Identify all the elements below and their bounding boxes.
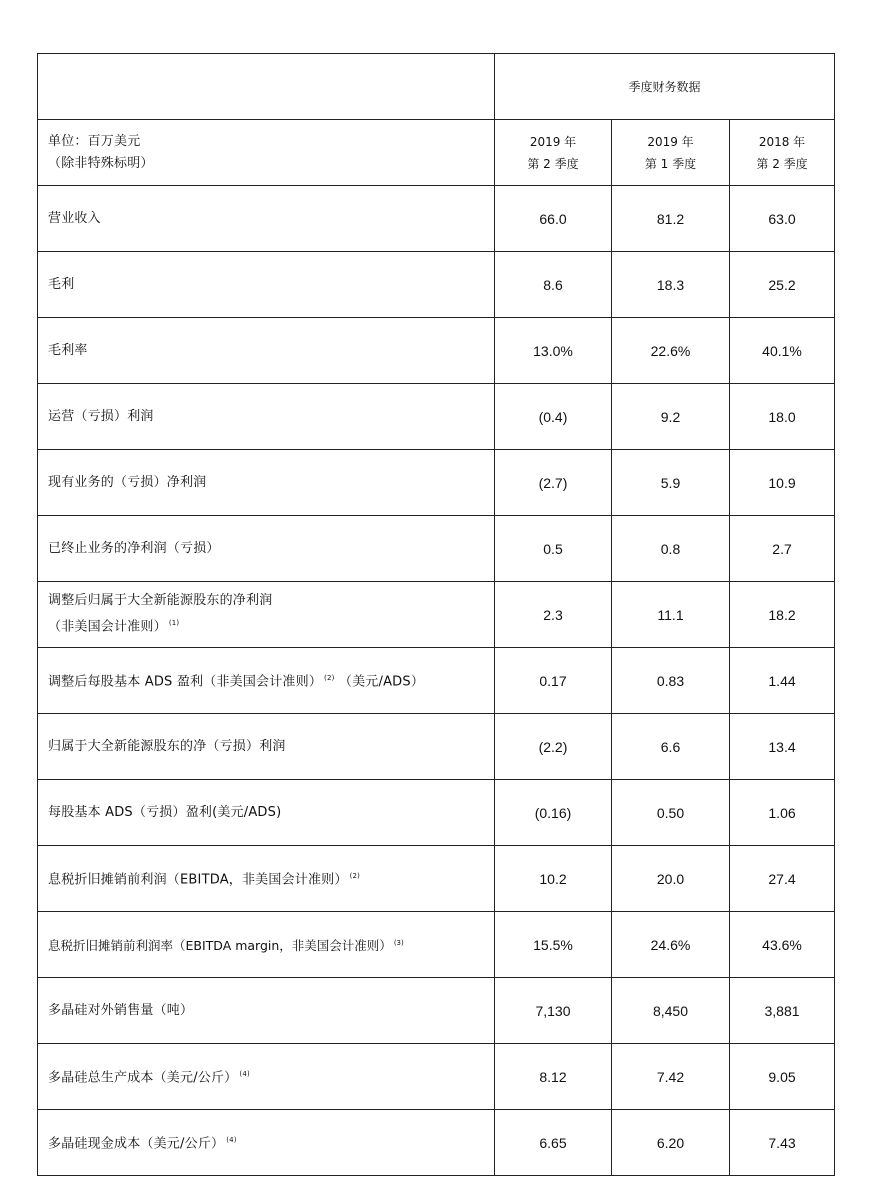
table-row xyxy=(38,582,835,648)
row-label: 毛利 xyxy=(38,252,495,318)
row-value: 13.4 xyxy=(730,714,835,780)
row-value: 20.0 xyxy=(612,846,730,912)
row-value: 6.6 xyxy=(612,714,730,780)
row-label: 息税折旧摊销前利润（EBITDA，非美国会计准则） $^{(2)}$ xyxy=(38,846,495,912)
row-value: 9.2 xyxy=(612,384,730,450)
row-value: 8.12 xyxy=(495,1044,612,1110)
row-value: 0.8 xyxy=(612,516,730,582)
row-label: 运营（亏损）利润 xyxy=(38,384,495,450)
column-header-q2-2019: 2019 年 第 2 季度 xyxy=(495,120,612,186)
row-label: 多晶硅总生产成本（美元/公斤） $^{(4)}$ xyxy=(38,1044,495,1110)
row-value: 3,881 xyxy=(730,978,835,1044)
table-row xyxy=(38,714,835,780)
row-value: (2.2) xyxy=(495,714,612,780)
row-value: 11.1 xyxy=(612,582,730,648)
row-value: 1.44 xyxy=(730,648,835,714)
row-value: 63.0 xyxy=(730,186,835,252)
row-label: 毛利率 xyxy=(38,318,495,384)
row-value: (2.7) xyxy=(495,450,612,516)
row-label: 息税折旧摊销前利润率（EBITDA margin，非美国会计准则） $^{(3)}$ xyxy=(38,912,495,978)
footnote-marker: (1) xyxy=(168,619,180,628)
table-row xyxy=(38,186,835,252)
unit-line: 单位：百万美元 xyxy=(48,133,141,149)
header-group-row xyxy=(38,54,835,120)
row-label: 调整后归属于大全新能源股东的净利润 （非美国会计准则） $^{(1)}$ xyxy=(38,582,495,648)
row-value: 66.0 xyxy=(495,186,612,252)
row-value: 25.2 xyxy=(730,252,835,318)
row-value: 8.6 xyxy=(495,252,612,318)
footnote-marker: (2) xyxy=(324,674,335,683)
row-value: 18.0 xyxy=(730,384,835,450)
row-value: (0.16) xyxy=(495,780,612,846)
row-label: 现有业务的（亏损）净利润 xyxy=(38,450,495,516)
row-label: 调整后每股基本 ADS 盈利（非美国会计准则） $^{(2)}$ （美元/ADS） xyxy=(38,648,495,714)
row-label: 多晶硅现金成本（美元/公斤） $^{(4)}$ xyxy=(38,1110,495,1176)
row-value: 7.43 xyxy=(730,1110,835,1176)
row-value: 2.7 xyxy=(730,516,835,582)
unit-note-line: （除非特殊标明） xyxy=(48,155,154,171)
table-row xyxy=(38,384,835,450)
table-row xyxy=(38,780,835,846)
row-value: 6.20 xyxy=(612,1110,730,1176)
footnote-marker: (3) xyxy=(393,938,404,947)
empty-corner-cell xyxy=(38,54,495,120)
row-value: 22.6% xyxy=(612,318,730,384)
row-value: 0.5 xyxy=(495,516,612,582)
row-value: 27.4 xyxy=(730,846,835,912)
row-value: 9.05 xyxy=(730,1044,835,1110)
footnote-marker: (2) xyxy=(349,872,361,881)
row-value: 7.42 xyxy=(612,1044,730,1110)
table-row xyxy=(38,318,835,384)
footnote-marker: (4) xyxy=(226,1136,237,1145)
row-value: 18.2 xyxy=(730,582,835,648)
row-value: 15.5% xyxy=(495,912,612,978)
table-row xyxy=(38,648,835,714)
row-value: 6.65 xyxy=(495,1110,612,1176)
header-column-row xyxy=(38,120,835,186)
table-row xyxy=(38,516,835,582)
row-label: 每股基本 ADS（亏损）盈利(美元/ADS) xyxy=(38,780,495,846)
row-value: 81.2 xyxy=(612,186,730,252)
table-row xyxy=(38,1044,835,1110)
table-row xyxy=(38,252,835,318)
row-value: 0.50 xyxy=(612,780,730,846)
row-value: 8,450 xyxy=(612,978,730,1044)
unit-cell xyxy=(38,120,495,186)
row-value: 1.06 xyxy=(730,780,835,846)
footnote-marker: (4) xyxy=(239,1070,250,1079)
row-value: 40.1% xyxy=(730,318,835,384)
table-row xyxy=(38,450,835,516)
table-row xyxy=(38,912,835,978)
row-label: 多晶硅对外销售量（吨） xyxy=(38,978,495,1044)
row-value: 5.9 xyxy=(612,450,730,516)
column-header-q1-2019: 2019 年 第 1 季度 xyxy=(612,120,730,186)
row-value: 10.9 xyxy=(730,450,835,516)
group-title: 季度财务数据 xyxy=(495,54,835,120)
row-value: (0.4) xyxy=(495,384,612,450)
row-value: 43.6% xyxy=(730,912,835,978)
row-value: 0.83 xyxy=(612,648,730,714)
row-label: 营业收入 xyxy=(38,186,495,252)
row-value: 7,130 xyxy=(495,978,612,1044)
row-value: 24.6% xyxy=(612,912,730,978)
row-value: 10.2 xyxy=(495,846,612,912)
quarterly-financial-table xyxy=(37,53,835,1176)
table-row xyxy=(38,846,835,912)
table-row xyxy=(38,978,835,1044)
table-row xyxy=(38,1110,835,1176)
row-value: 0.17 xyxy=(495,648,612,714)
row-value: 2.3 xyxy=(495,582,612,648)
row-label: 已终止业务的净利润（亏损） xyxy=(38,516,495,582)
row-value: 13.0% xyxy=(495,318,612,384)
row-label: 归属于大全新能源股东的净（亏损）利润 xyxy=(38,714,495,780)
row-value: 18.3 xyxy=(612,252,730,318)
column-header-q2-2018: 2018 年 第 2 季度 xyxy=(730,120,835,186)
